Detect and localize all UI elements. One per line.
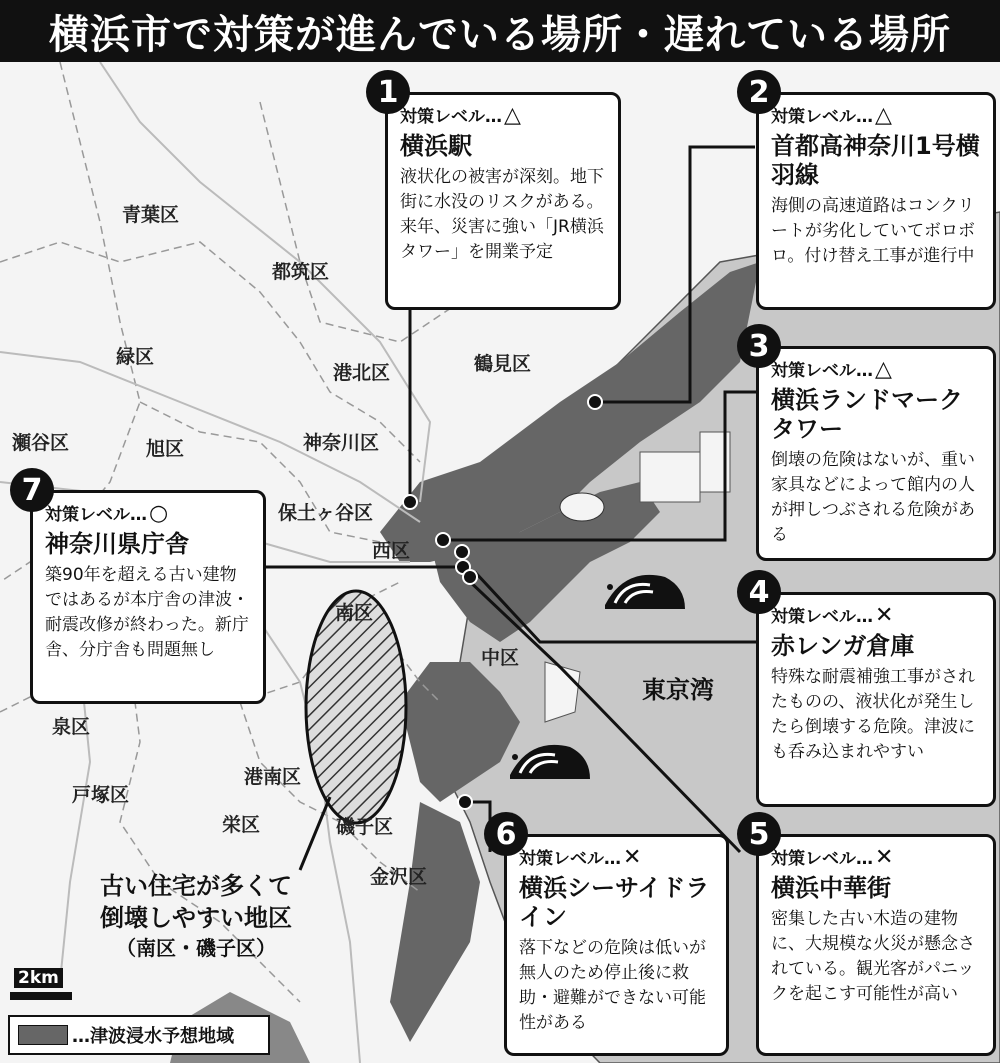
legend-flood-swatch xyxy=(18,1025,68,1045)
spot-2-number-badge: 2 xyxy=(737,70,781,114)
scale-line xyxy=(10,992,72,1000)
spot-5-title: 横浜中華街 xyxy=(771,874,891,903)
spot-6-callout[interactable] xyxy=(504,834,729,1056)
spot-4-title: 赤レンガ倉庫 xyxy=(771,632,915,661)
spot-7-title: 神奈川県庁舎 xyxy=(45,530,189,559)
ward-label-midori: 緑区 xyxy=(116,346,155,368)
spot-2-callout[interactable] xyxy=(756,92,996,310)
map[interactable] xyxy=(0,62,1000,1063)
spot-3-level-mark: △ xyxy=(875,357,892,382)
ward-label-naka: 中区 xyxy=(481,647,520,669)
spot-1-number-badge: 1 xyxy=(366,70,410,114)
spot-7-callout[interactable] xyxy=(30,490,266,704)
ward-label-seya: 瀬谷区 xyxy=(12,432,70,454)
spot-5-callout[interactable] xyxy=(756,834,996,1056)
spot-3-number-badge: 3 xyxy=(737,324,781,368)
flood-zone-coast xyxy=(390,802,480,1042)
spot-2-description: 海側の高速道路はコンクリートが劣化していてボロボロ。付け替え工事が進行中 xyxy=(771,195,975,266)
ward-label-kohoku: 港北区 xyxy=(333,362,391,384)
spot-2-title: 首都高神奈川1号横羽線 xyxy=(771,132,980,189)
ward-label-isogo: 磯子区 xyxy=(336,816,394,838)
spot-6-level-mark: ✕ xyxy=(623,845,642,870)
spot-7-number-badge: 7 xyxy=(10,468,54,512)
spot-3-level: 対策レベル…△ xyxy=(771,357,892,382)
ward-label-totsuka: 戸塚区 xyxy=(72,784,130,806)
ward-label-kanazawa: 金沢区 xyxy=(370,866,428,888)
old-housing-sub: （南区・磯子区） xyxy=(116,935,276,960)
ward-label-izumi: 泉区 xyxy=(52,716,91,738)
ward-label-tsurumi: 鶴見区 xyxy=(474,353,532,375)
legend-label: …津波浸水予想地域 xyxy=(72,1026,234,1047)
spot-6-description: 落下などの危険は低いが無人のため停止後に救助・避難ができない可能性がある xyxy=(519,937,706,1034)
spot-5-number-badge: 5 xyxy=(737,812,781,856)
scale-label: 2km xyxy=(14,968,63,988)
spot-7-level: 対策レベル…○ xyxy=(45,501,169,526)
old-housing-line2: 倒壊しやすい地区 xyxy=(100,904,292,933)
spot-1-description: 液状化の被害が深刻。地下街に水没のリスクがある。来年、災害に強い「JR横浜タワー」を開業予定 xyxy=(400,166,604,263)
ward-label-minami: 南区 xyxy=(335,602,374,624)
spot-1-title: 横浜駅 xyxy=(400,132,472,161)
spot-1-level: 対策レベル…△ xyxy=(400,103,521,128)
spot-4-level: 対策レベル…✕ xyxy=(771,603,894,628)
spot-3-title: 横浜ランドマークタワー xyxy=(771,386,963,443)
old-housing-area xyxy=(306,591,406,823)
spot-4-number-badge: 4 xyxy=(737,570,781,614)
spot-3-description: 倒壊の危険はないが、重い家具などによって館内の人が押しつぶされる危険がある xyxy=(771,449,975,546)
old-housing-area-label xyxy=(62,870,330,962)
scale-bar xyxy=(10,968,72,1004)
old-housing-line1: 古い住宅が多くて xyxy=(100,872,292,900)
ward-label-konan: 港南区 xyxy=(244,766,302,788)
ward-label-nishi: 西区 xyxy=(372,540,411,562)
spot-3-callout[interactable] xyxy=(756,346,996,561)
spot-7-level-mark: ○ xyxy=(149,501,169,526)
spot-1-level-mark: △ xyxy=(504,103,521,128)
ward-label-tsuzuki: 都筑区 xyxy=(272,261,330,283)
spot-6-number-badge: 6 xyxy=(484,812,528,856)
legend xyxy=(8,1015,270,1055)
tokyo-bay-label: 東京湾 xyxy=(642,675,714,704)
spot-4-description: 特殊な耐震補強工事がされたものの、液状化が発生したら倒壊する危険。津波にも呑み込まれやすい xyxy=(771,666,975,763)
page-title: 横浜市で対策が進んでいる場所・遅れている場所 xyxy=(0,0,1000,62)
spot-2-level-mark: △ xyxy=(875,103,892,128)
ward-label-sakae: 栄区 xyxy=(222,814,261,836)
ward-label-asahi: 旭区 xyxy=(146,438,185,460)
ward-label-kanagawa: 神奈川区 xyxy=(303,432,380,454)
spot-5-level-mark: ✕ xyxy=(875,845,894,870)
spot-4-callout[interactable] xyxy=(756,592,996,807)
spot-6-title: 横浜シーサイドライン xyxy=(519,874,710,931)
spot-6-level: 対策レベル…✕ xyxy=(519,845,642,870)
spot-7-description: 築90年を超える古い建物ではあるが本庁舎の津波・耐震改修が終わった。新庁舎、分庁舎も問題無し xyxy=(45,564,249,661)
spot-1-callout[interactable] xyxy=(385,92,621,310)
ward-label-aoba: 青葉区 xyxy=(122,204,180,226)
spot-5-level: 対策レベル…✕ xyxy=(771,845,894,870)
spot-2-level: 対策レベル…△ xyxy=(771,103,892,128)
spot-4-level-mark: ✕ xyxy=(875,603,894,628)
spot-5-description: 密集した古い木造の建物に、大規模な火災が懸念されている。観光客がパニックを起こす可能性が高い xyxy=(771,908,975,1005)
ward-label-hodogaya: 保土ヶ谷区 xyxy=(278,502,374,524)
